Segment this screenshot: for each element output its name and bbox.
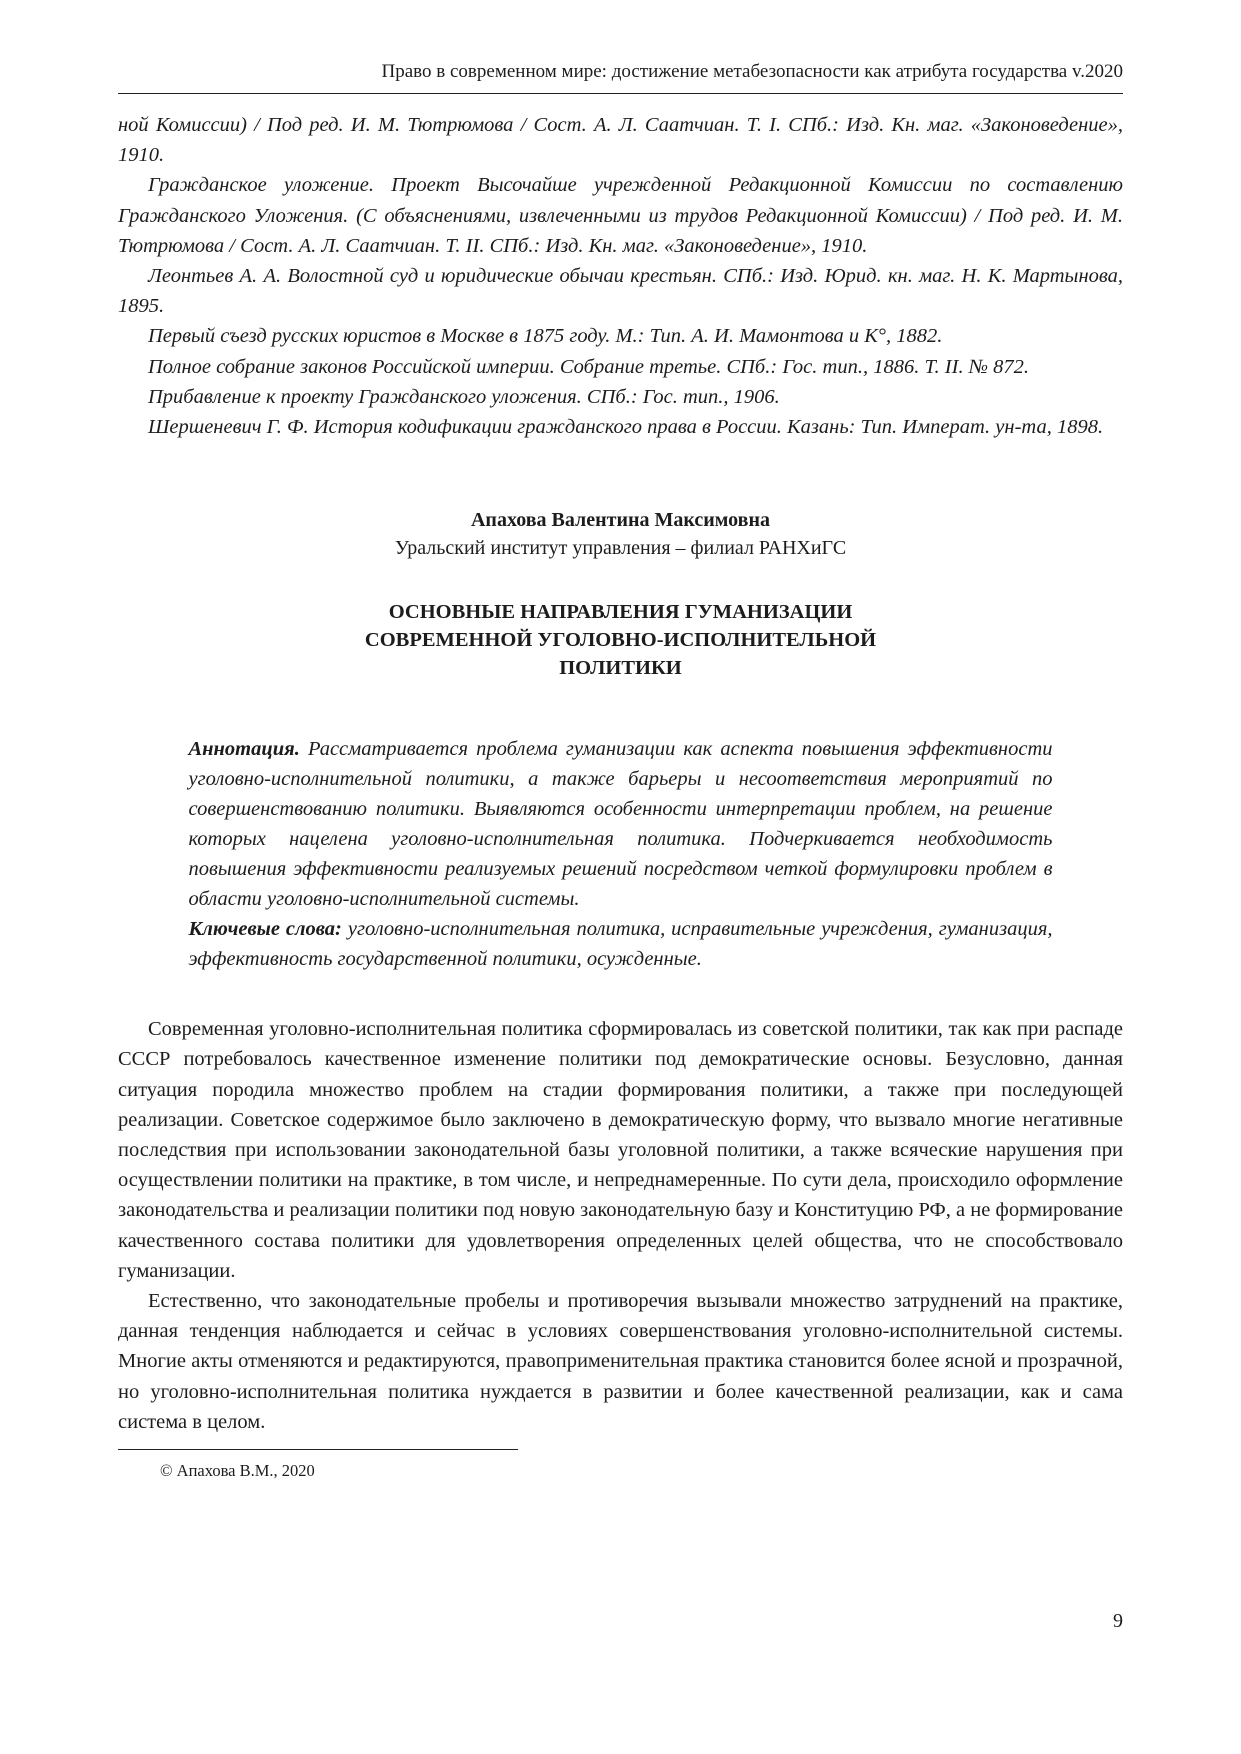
page (118, 60, 1123, 1482)
bibliography-entry: Леонтьев А. А. Волостной суд и юридические обычаи крестьян. СПб.: Изд. Юрид. кн. маг. Н. К. Мартынова, 1895. (118, 265, 1123, 318)
bibliography-entry: Шершеневич Г. Ф. История кодификации гражданского права в России. Казань: Тип. Императ. ун-та, 1898. (148, 416, 1104, 439)
bibliography-entry: Гражданское уложение. Проект Высочайше учрежденной Редакционной Комиссии по составлению Гражданского Уложения. (С объяснениями, извлеченными из трудов Редакционной Комиссии) / Под ред. И. М. Тютрюмова / Сост. А. Л. Саатчиан. Т. II. СПб.: Изд. Кн. маг. «Законоведение», 1910. (118, 174, 1123, 257)
article-title (118, 598, 1123, 682)
bibliography-entry: Прибавление к проекту Гражданского уложения. СПб.: Гос. тип., 1906. (148, 385, 780, 408)
abstract (189, 734, 1053, 974)
bibliography-entry: Первый съезд русских юристов в Москве в 1875 году. М.: Тип. А. И. Мамонтова и К°, 1882. (148, 325, 943, 348)
bibliography (118, 110, 1123, 442)
copyright-footnote: © Апахова В.М., 2020 (160, 1461, 315, 1481)
keywords-paragraph (189, 914, 1053, 974)
author-name: Апахова Валентина Максимовна (470, 509, 770, 532)
keywords-label: Ключевые слова: (188, 918, 342, 941)
body-paragraph: Современная уголовно-исполнительная политика сформировалась из советской политики, так как при распаде СССР потребовалось качественное изменение политики под демократические основы. Безусловно, данная ситуация породила множество проблем на стадии формирования политики, а также при последующей реализации. Советское содержимое было заключено в демократическую форму, что вызвало многие негативные последствия при использовании законодательной базы уголовной политики, а также всяческие нарушения при осуществлении политики на практике, в том числе, и непреднамеренные. По сути дела, происходило оформление законодательства и реализации политики под новую законодательную базу и Конституцию РФ, а не формирование качественного состава политики для удовлетворения определенных целей общества, что не способствовало гуманизации. (118, 1018, 1123, 1282)
bibliography-entry: ной Комиссии) / Под ред. И. М. Тютрюмова / Сост. А. Л. Саатчиан. Т. I. СПб.: Изд. Кн. маг. «Законоведение», 1910. (118, 114, 1123, 167)
footnote-divider (118, 1449, 518, 1450)
abstract-text: Рассматривается проблема гуманизации как аспекта повышения эффективности уголовно-исполнительной политики, а также барьеры и несоответствия мероприятий по совершенствованию политики. Выявляются особенности интерпретации проблем, на решение которых нацелена уголовно-исполнительная политика. Подчеркивается необходимость повышения эффективности реализуемых решений посредством четкой формулировки проблем в области уголовно-исполнительной системы. (188, 738, 1053, 911)
abstract-paragraph (189, 734, 1053, 914)
running-header: Право в современном мире: достижение метабезопасности как атрибута государства v.2020 (118, 60, 1123, 94)
bibliography-entry: Полное собрание законов Российской империи. Собрание третье. СПб.: Гос. тип., 1886. Т. II. № 872. (148, 355, 1030, 378)
article-title-line: ПОЛИТИКИ (559, 657, 682, 680)
abstract-label: Аннотация. (188, 738, 300, 761)
keywords-text: уголовно-исполнительная политика, исправительные учреждения, гуманизация, эффективность государственной политики, осужденные. (188, 918, 1053, 971)
article-body (118, 1014, 1123, 1437)
article-title-line: СОВРЕМЕННОЙ УГОЛОВНО-ИСПОЛНИТЕЛЬНОЙ (364, 629, 877, 652)
author-affiliation: Уральский институт управления – филиал РАНХиГС (394, 537, 847, 560)
author-block (118, 506, 1123, 562)
page-number: 9 (1113, 1610, 1123, 1632)
article-title-line: ОСНОВНЫЕ НАПРАВЛЕНИЯ ГУМАНИЗАЦИИ (388, 601, 853, 624)
body-paragraph: Естественно, что законодательные пробелы и противоречия вызывали множество затруднений на практике, данная тенденция наблюдается и сейчас в условиях совершенствования уголовно-исполнительной системы. Многие акты отменяются и редактируются, правоприменительная практика становится более ясной и прозрачной, но уголовно-исполнительная политика нуждается в развитии и более качественной реализации, как и сама система в целом. (118, 1290, 1123, 1433)
